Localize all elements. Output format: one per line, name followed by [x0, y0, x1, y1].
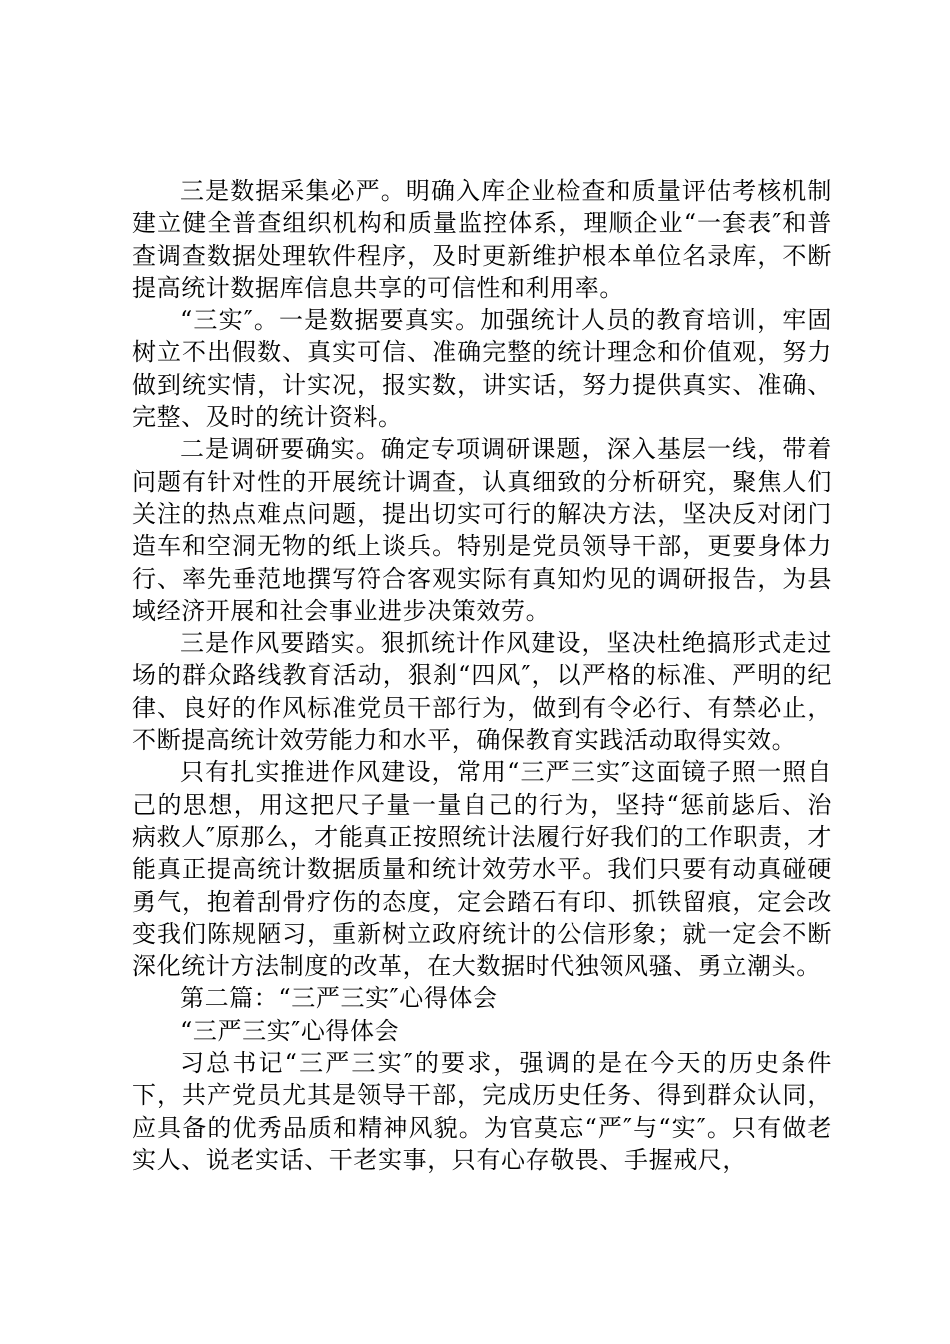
paragraph-conclusion: 只有扎实推进作风建设，常用“三严三实″这面镜子照一照自己的思想，用这把尺子量一量自己的行为，坚持“惩前毖后、治病救人″原那么，才能真正按照统计法履行好我们的工作职责，才能真正提高统计数据质量和统计效劳水平。我们只要有动真碰硬勇气，抱着刮骨疗伤的态度，定会踏石有印、抓铁留痕，定会改变我们陈规陋习，重新树立政府统计的公信形象；就一定会不断深化统计方法制度的改革，在大数据时代独领风骚、勇立潮头。	[132, 758, 832, 981]
section-subtitle: “三严三实″心得体会	[180, 1016, 400, 1045]
paragraph-research: 二是调研要确实。确定专项调研课题，深入基层一线，带着问题有针对性的开展统计调查，认真细致的分析研究，聚焦人们关注的热点难点问题，提出切实可行的解决方法，坚决反对闭门造车和空洞无物的纸上谈兵。特别是党员领导干部，更要身体力行、率先垂范地撰写符合客观实际有真知灼见的调研报告，为县域经济开展和社会事业进步决策效劳。	[132, 435, 832, 625]
paragraph-data-collection: 三是数据采集必严。明确入库企业检查和质量评估考核机制建立健全普查组织机构和质量监控体系，理顺企业“一套表″和普查调查数据处理软件程序，及时更新维护根本单位名录库，不断提高统计数据库信息共享的可信性和利用率。	[132, 177, 832, 302]
paragraph-work-style: 三是作风要踏实。狠抓统计作风建设，坚决杜绝搞形式走过场的群众路线教育活动，狠刹“四风″，以严格的标准、严明的纪律、良好的作风标准党员干部行为，做到有令必行、有禁必止，不断提高统计效劳能力和水平，确保教育实践活动取得实效。	[132, 629, 832, 755]
section-heading: 第二篇：“三严三实″心得体会	[180, 984, 498, 1013]
paragraph-three-solid-intro: “三实″。一是数据要真实。加强统计人员的教育培训，牢固树立不出假数、真实可信、准确完整的统计理念和价值观，努力做到统实情，计实况，报实数，讲实话，努力提供真实、准确、完整、及时的统计资料。	[132, 306, 832, 432]
document-body	[132, 175, 832, 1176]
paragraph-general-secretary: 习总书记“三严三实″的要求，强调的是在今天的历史条件下，共产党员尤其是领导干部，完成历史任务、得到群众认同，应具备的优秀品质和精神风貌。为官莫忘“严″与“实″。只有做老实人、说老实话、干老实事，只有心存敬畏、手握戒尺，	[132, 1049, 832, 1174]
